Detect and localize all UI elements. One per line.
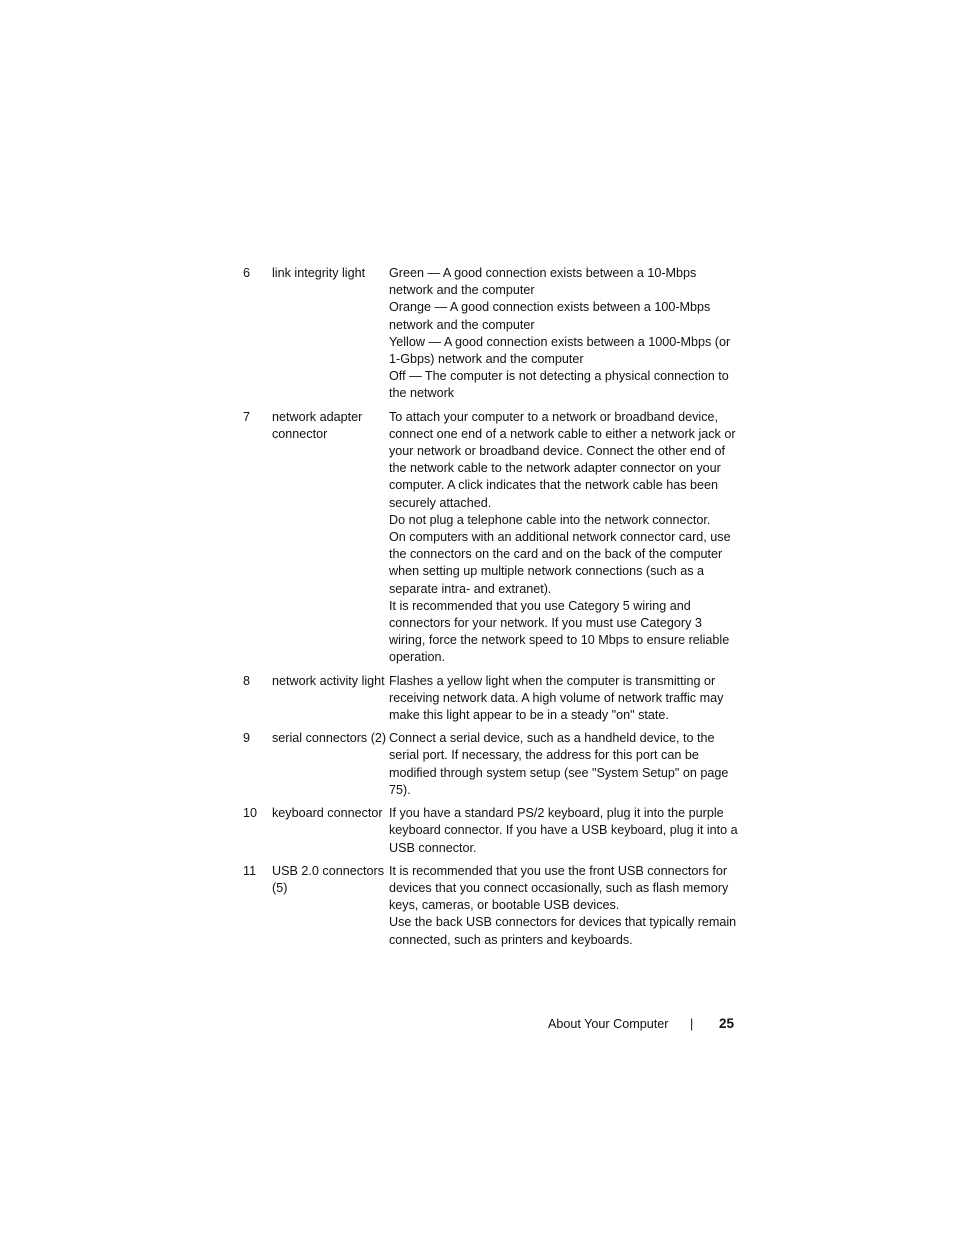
- description-paragraph: Flashes a yellow light when the computer is transmitting or receiving network data. A high volume of network traffic may make this light appear to be in a steady "on" state.: [389, 673, 724, 723]
- footer-section-title: About Your Computer: [548, 1017, 669, 1031]
- description-paragraph: Yellow — A good connection exists between a 1000-Mbps (or 1-Gbps) network and the computer: [389, 334, 731, 367]
- footer-separator: |: [690, 1017, 694, 1031]
- table-row: [243, 863, 743, 949]
- description-paragraph: Off — The computer is not detecting a physical connection to the network: [389, 369, 729, 401]
- connector-table: [243, 265, 743, 955]
- table-row: [243, 805, 743, 857]
- description-paragraph: To attach your computer to a network or broadband device, connect one end of a network cable to either a network jack or your network or broadband device. Connect the other end of the network cable to the network adapter connector on your computer. A click indicates that the network cable has been securely attached.: [389, 409, 736, 510]
- description-paragraph: It is recommended that you use the front USB connectors for devices that you connect occasionally, such as flash memory keys, cameras, or bootable USB devices.: [389, 863, 729, 913]
- item-number: 9: [243, 731, 251, 746]
- item-description: [389, 673, 741, 725]
- description-paragraph: It is recommended that you use Category 5 wiring and connectors for your network. If you must use Category 3 wiring, force the network speed to 10 Mbps to ensure reliable operation.: [389, 598, 730, 665]
- item-number: 7: [243, 409, 251, 424]
- item-label: network adapter connector: [272, 409, 363, 441]
- item-number: 10: [243, 806, 258, 821]
- page-number: 25: [719, 1016, 735, 1031]
- table-row: [243, 265, 743, 403]
- item-description: [389, 730, 741, 799]
- item-label: serial connectors (2): [272, 731, 387, 746]
- table-row: [243, 673, 743, 725]
- table-row: [243, 730, 743, 799]
- description-paragraph: Orange — A good connection exists between a 100-Mbps network and the computer: [389, 300, 711, 332]
- item-label: keyboard connector: [272, 806, 383, 821]
- item-number: 8: [243, 673, 251, 688]
- item-description: [389, 863, 741, 949]
- item-label: link integrity light: [272, 266, 366, 280]
- item-description: [389, 805, 741, 857]
- item-description: [389, 409, 741, 667]
- description-paragraph: If you have a standard PS/2 keyboard, plug it into the purple keyboard connector. If you have a USB keyboard, plug it into a USB connector.: [389, 806, 738, 855]
- item-description: [389, 265, 741, 403]
- description-paragraph: Use the back USB connectors for devices that typically remain connected, such as printers and keyboards.: [389, 915, 737, 947]
- description-paragraph: On computers with an additional network connector card, use the connectors on the card and on the back of the computer when setting up multiple network connections (such as a separate intra- and extranet).: [389, 530, 731, 596]
- description-paragraph: Do not plug a telephone cable into the network connector.: [389, 512, 711, 527]
- item-number: 11: [243, 863, 257, 878]
- description-paragraph: Green — A good connection exists between a 10-Mbps network and the computer: [389, 266, 697, 298]
- item-label: network activity light: [272, 673, 385, 688]
- table-row: [243, 409, 743, 667]
- page-footer: [548, 1014, 738, 1034]
- description-paragraph: Connect a serial device, such as a handheld device, to the serial port. If necessary, the address for this port can be modified through system setup (see "System Setup" on page 75).: [389, 731, 729, 797]
- item-number: 6: [243, 266, 251, 280]
- item-label: USB 2.0 connectors (5): [272, 863, 385, 895]
